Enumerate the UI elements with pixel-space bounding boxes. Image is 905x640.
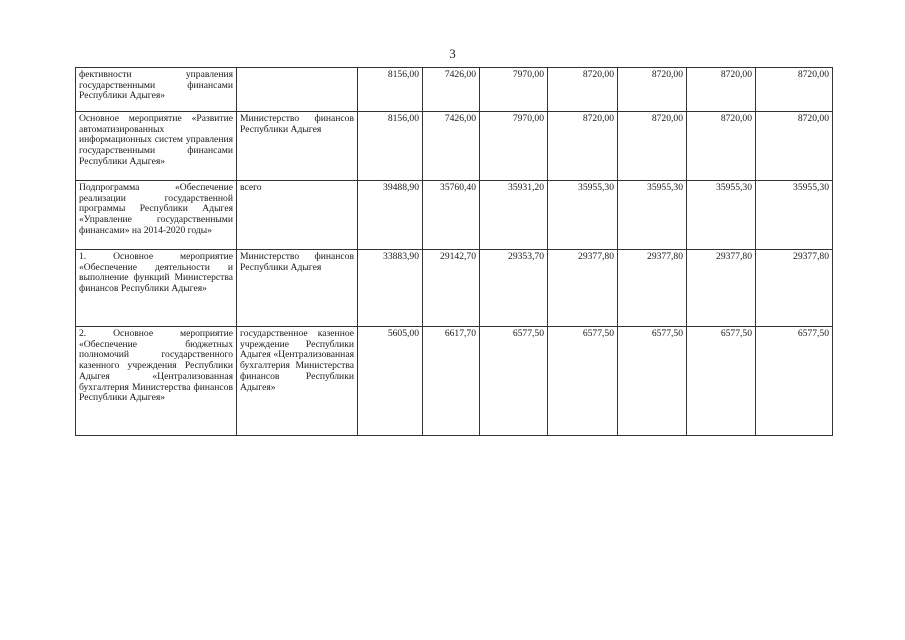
value-cell: 6577,50: [687, 327, 756, 436]
row-executor-cell: государственное казенное учреждение Республики Адыгея «Централизованная бухгалтерия Министерства финансов Республики Адыгея»: [237, 327, 358, 436]
value-cell: 35955,30: [756, 181, 833, 250]
row-name-cell: 1. Основное мероприятие «Обеспечение деятельности и выполнение функций Министерства финансов Республики Адыгея»: [76, 250, 237, 327]
value-cell: 7970,00: [480, 112, 548, 181]
table-row: [76, 250, 833, 327]
table-row: [76, 181, 833, 250]
value-cell: 5605,00: [358, 327, 423, 436]
value-cell: 35955,30: [618, 181, 687, 250]
value-cell: 39488,90: [358, 181, 423, 250]
value-cell: 7970,00: [480, 68, 548, 112]
value-cell: 29377,80: [548, 250, 618, 327]
row-name-cell: Основное мероприятие «Развитие автоматизированных информационных систем управления государственными финансами Республики Адыгея»: [76, 112, 237, 181]
value-cell: 29142,70: [423, 250, 480, 327]
value-cell: 8156,00: [358, 68, 423, 112]
value-cell: 29377,80: [687, 250, 756, 327]
value-cell: 35955,30: [687, 181, 756, 250]
value-cell: 8720,00: [548, 112, 618, 181]
table-row: [76, 327, 833, 436]
value-cell: 8720,00: [618, 112, 687, 181]
value-cell: 7426,00: [423, 112, 480, 181]
value-cell: 29353,70: [480, 250, 548, 327]
value-cell: 8720,00: [756, 112, 833, 181]
row-executor-cell: Министерство финансов Республики Адыгея: [237, 250, 358, 327]
value-cell: 7426,00: [423, 68, 480, 112]
value-cell: 29377,80: [756, 250, 833, 327]
value-cell: 8720,00: [756, 68, 833, 112]
value-cell: 6617,70: [423, 327, 480, 436]
value-cell: 6577,50: [548, 327, 618, 436]
value-cell: 35760,40: [423, 181, 480, 250]
row-name-cell: Подпрограмма «Обеспечение реализации государственной программы Республики Адыгея «Управление государственными финансами» на 2014-2020 годы»: [76, 181, 237, 250]
row-name-cell: фективности управления государственными финансами Республики Адыгея»: [76, 68, 237, 112]
row-executor-cell: всего: [237, 181, 358, 250]
value-cell: 35955,30: [548, 181, 618, 250]
value-cell: 8156,00: [358, 112, 423, 181]
value-cell: 6577,50: [756, 327, 833, 436]
page-number: 3: [449, 46, 456, 61]
value-cell: 6577,50: [618, 327, 687, 436]
budget-table: [75, 67, 833, 436]
row-executor-cell: Министерство финансов Республики Адыгея: [237, 112, 358, 181]
value-cell: 8720,00: [687, 112, 756, 181]
row-name-cell: 2. Основное мероприятие «Обеспечение бюджетных полномочий государственного казенного учреждения Республики Адыгея «Централизованная бухгалтерия Министерства финансов Республики Адыгея»: [76, 327, 237, 436]
value-cell: 29377,80: [618, 250, 687, 327]
value-cell: 8720,00: [687, 68, 756, 112]
value-cell: 8720,00: [618, 68, 687, 112]
row-executor-cell: [237, 68, 358, 112]
table-row: [76, 112, 833, 181]
value-cell: 8720,00: [548, 68, 618, 112]
value-cell: 33883,90: [358, 250, 423, 327]
table-row: [76, 68, 833, 112]
value-cell: 6577,50: [480, 327, 548, 436]
value-cell: 35931,20: [480, 181, 548, 250]
